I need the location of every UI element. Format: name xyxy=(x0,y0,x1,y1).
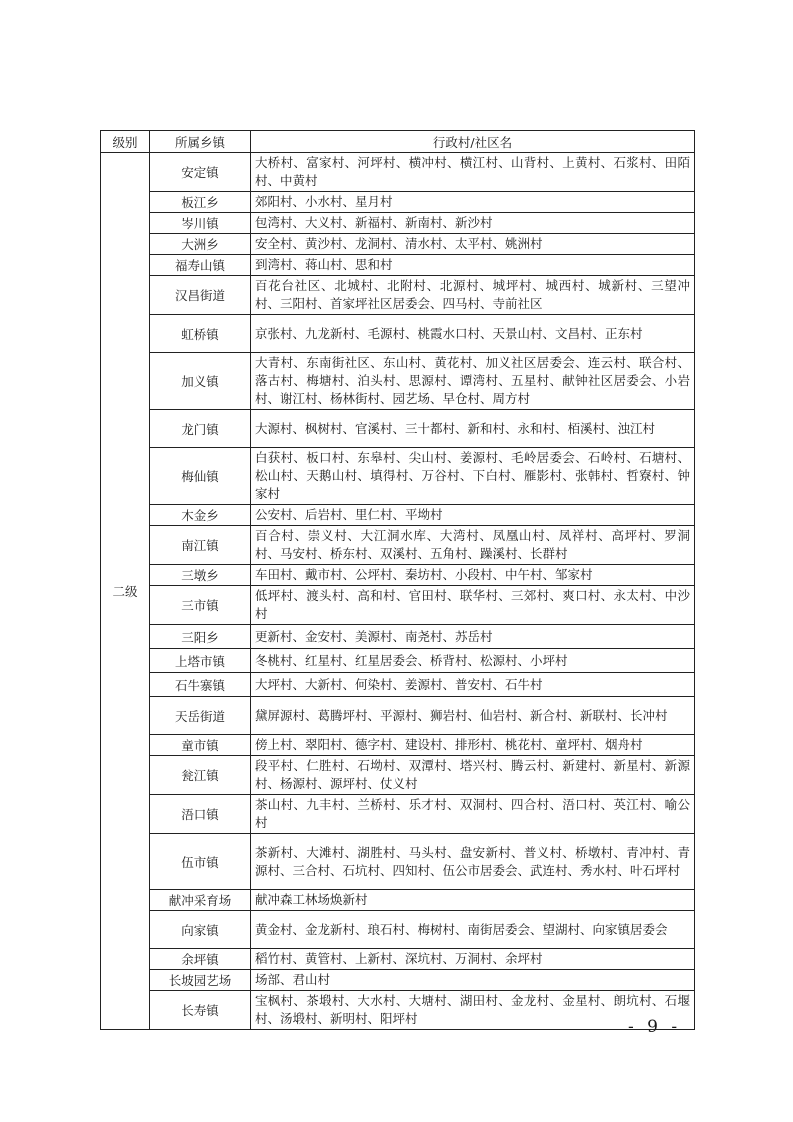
table-row xyxy=(101,153,695,192)
table-row xyxy=(101,586,695,625)
villages-cell: 到湾村、蒋山村、思和村 xyxy=(251,255,695,276)
villages-cell: 大青村、东南街社区、东山村、黄花村、加义社区居委会、连云村、联合村、落古村、梅塘村、泊头村、思源村、谭湾村、五星村、献钟社区居委会、小岩村、谢江村、杨林街村、园艺场、早仓村、周方村 xyxy=(251,353,695,410)
town-cell: 瓮江镇 xyxy=(150,756,251,795)
table-row xyxy=(101,526,695,565)
town-cell: 伍市镇 xyxy=(150,834,251,890)
town-cell: 梅仙镇 xyxy=(150,448,251,505)
villages-cell: 献冲森工林场焕新村 xyxy=(251,890,695,911)
table-row xyxy=(101,353,695,410)
town-cell: 大洲乡 xyxy=(150,234,251,255)
villages-cell: 车田村、戴市村、公坪村、秦坊村、小段村、中午村、邹家村 xyxy=(251,565,695,586)
table-row xyxy=(101,410,695,448)
villages-cell: 茶山村、九丰村、兰桥村、乐才村、双洞村、四合村、浯口村、英江村、喻公村 xyxy=(251,795,695,834)
town-cell: 三市镇 xyxy=(150,586,251,625)
table-row xyxy=(101,949,695,970)
villages-cell: 冬桃村、红星村、红星居委会、桥背村、松源村、小坪村 xyxy=(251,649,695,673)
town-cell: 向家镇 xyxy=(150,911,251,949)
town-cell: 板江乡 xyxy=(150,192,251,213)
villages-cell: 更新村、金安村、美源村、南尧村、苏岳村 xyxy=(251,625,695,649)
town-cell: 上塔市镇 xyxy=(150,649,251,673)
header-level: 级别 xyxy=(101,131,150,153)
town-cell: 献冲采育场 xyxy=(150,890,251,911)
village-table xyxy=(100,130,695,1030)
villages-cell: 黄金村、金龙新村、琅石村、梅树村、南街居委会、望湖村、向家镇居委会 xyxy=(251,911,695,949)
villages-cell: 大源村、枫树村、官溪村、三十都村、新和村、永和村、栢溪村、浊江村 xyxy=(251,410,695,448)
table-row xyxy=(101,505,695,526)
table-row xyxy=(101,192,695,213)
town-cell: 岑川镇 xyxy=(150,213,251,234)
villages-cell: 郊阳村、小水村、星月村 xyxy=(251,192,695,213)
table-row xyxy=(101,834,695,890)
table-row xyxy=(101,697,695,735)
villages-cell: 低坪村、渡头村、高和村、官田村、联华村、三郊村、爽口村、永太村、中沙村 xyxy=(251,586,695,625)
villages-cell: 大桥村、富家村、河坪村、横冲村、横江村、山背村、上黄村、石浆村、田陌村、中黄村 xyxy=(251,153,695,192)
town-cell: 木金乡 xyxy=(150,505,251,526)
table-row xyxy=(101,911,695,949)
villages-cell: 包湾村、大义村、新福村、新南村、新沙村 xyxy=(251,213,695,234)
town-cell: 南江镇 xyxy=(150,526,251,565)
table-row xyxy=(101,970,695,991)
town-cell: 安定镇 xyxy=(150,153,251,192)
villages-cell: 茶新村、大滩村、湖胜村、马头村、盘安新村、普义村、桥墩村、青冲村、青源村、三合村、石坑村、四知村、伍公市居委会、武连村、秀水村、叶石坪村 xyxy=(251,834,695,890)
villages-cell: 安全村、黄沙村、龙洞村、清水村、太平村、姚洲村 xyxy=(251,234,695,255)
town-cell: 童市镇 xyxy=(150,735,251,756)
villages-cell: 黛屏源村、葛腾坪村、平源村、狮岩村、仙岩村、新合村、新联村、长冲村 xyxy=(251,697,695,735)
table-row xyxy=(101,448,695,505)
table-row xyxy=(101,234,695,255)
table-row xyxy=(101,795,695,834)
town-cell: 余坪镇 xyxy=(150,949,251,970)
villages-cell: 公安村、后岩村、里仁村、平坳村 xyxy=(251,505,695,526)
table-row xyxy=(101,315,695,353)
table-row xyxy=(101,255,695,276)
town-cell: 天岳街道 xyxy=(150,697,251,735)
villages-cell: 场部、君山村 xyxy=(251,970,695,991)
villages-cell: 稻竹村、黄管村、上新村、深坑村、万洞村、余坪村 xyxy=(251,949,695,970)
table-row xyxy=(101,625,695,649)
table-row xyxy=(101,213,695,234)
header-town: 所属乡镇 xyxy=(150,131,251,153)
town-cell: 长寿镇 xyxy=(150,991,251,1030)
town-cell: 虹桥镇 xyxy=(150,315,251,353)
town-cell: 长坡园艺场 xyxy=(150,970,251,991)
header-villages: 行政村/社区名 xyxy=(251,131,695,153)
villages-cell: 百花台社区、北城村、北附村、北源村、城坪村、城西村、城新村、三望冲村、三阳村、首家坪社区居委会、四马村、寺前社区 xyxy=(251,276,695,315)
page-number: - 9 - xyxy=(628,1017,682,1037)
table-row xyxy=(101,565,695,586)
town-cell: 石牛寨镇 xyxy=(150,673,251,697)
table-row xyxy=(101,756,695,795)
table-header-row xyxy=(101,131,695,153)
villages-cell: 傍上村、翠阳村、德字村、建设村、排形村、桃花村、童坪村、烟舟村 xyxy=(251,735,695,756)
table-row xyxy=(101,991,695,1030)
town-cell: 龙门镇 xyxy=(150,410,251,448)
town-cell: 三阳乡 xyxy=(150,625,251,649)
table-row xyxy=(101,276,695,315)
villages-cell: 大坪村、大新村、何染村、姜源村、普安村、石牛村 xyxy=(251,673,695,697)
villages-cell: 宝枫村、茶塅村、大水村、大塘村、湖田村、金龙村、金星村、朗坑村、石堰村、汤塅村、新明村、阳坪村 xyxy=(251,991,695,1030)
villages-cell: 段平村、仁胜村、石坳村、双潭村、塔兴村、腾云村、新建村、新星村、新源村、杨源村、源坪村、仗义村 xyxy=(251,756,695,795)
town-cell: 福寿山镇 xyxy=(150,255,251,276)
table-row xyxy=(101,673,695,697)
table-row xyxy=(101,649,695,673)
level-cell: 二级 xyxy=(101,153,150,1030)
table-row xyxy=(101,735,695,756)
villages-cell: 百合村、崇义村、大江洞水库、大湾村、凤凰山村、凤祥村、高坪村、罗洞村、马安村、桥东村、双溪村、五角村、躁溪村、长群村 xyxy=(251,526,695,565)
town-cell: 浯口镇 xyxy=(150,795,251,834)
table-row xyxy=(101,890,695,911)
villages-cell: 京张村、九龙新村、毛源村、桃霞水口村、天景山村、文昌村、正东村 xyxy=(251,315,695,353)
town-cell: 三墩乡 xyxy=(150,565,251,586)
town-cell: 汉昌街道 xyxy=(150,276,251,315)
town-cell: 加义镇 xyxy=(150,353,251,410)
villages-cell: 白获村、板口村、东皋村、尖山村、姜源村、毛岭居委会、石岭村、石塘村、松山村、天鹅山村、填得村、万谷村、下白村、雁影村、张韩村、哲寮村、钟家村 xyxy=(251,448,695,505)
